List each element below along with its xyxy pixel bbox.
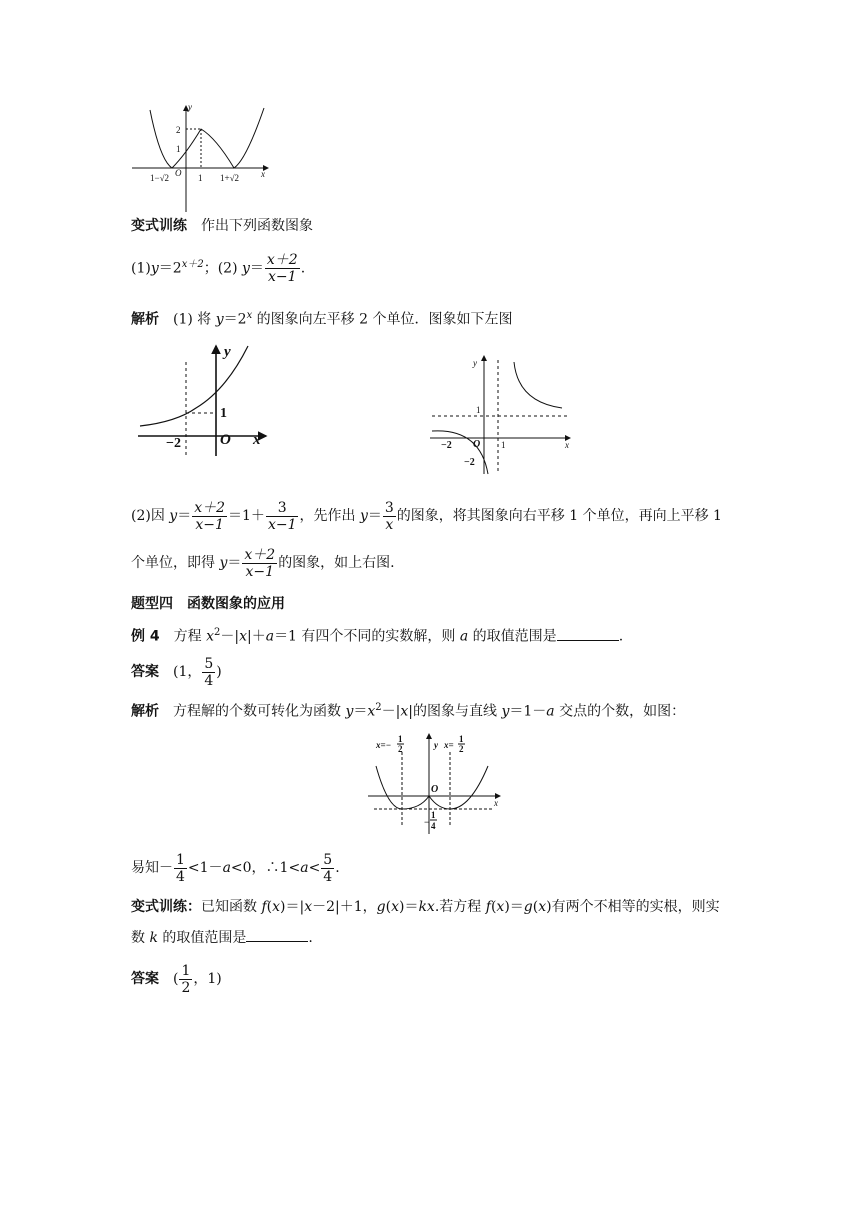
var-a: a: [222, 860, 231, 876]
left-root-label: 1−√2: [150, 173, 170, 183]
variant-label: 变式训练: [131, 218, 187, 234]
variant-2-line1: [131, 897, 720, 917]
graph-hyperbola: [428, 352, 578, 477]
text: 方程解的个数可转化为函数: [159, 703, 346, 720]
var-y: y: [241, 260, 250, 277]
var-y: y: [215, 311, 224, 328]
origin-label: O: [220, 432, 231, 448]
text: <: [308, 860, 321, 876]
denominator: x−1: [267, 516, 297, 533]
answer-blank: [557, 626, 619, 641]
text: ＝2: [223, 311, 247, 328]
text: ，先作出: [299, 508, 360, 524]
text: |的图象与直线: [408, 703, 502, 720]
origin-label: O: [473, 439, 481, 450]
graph-quadratic-abs: [128, 100, 278, 215]
text: (: [532, 899, 539, 915]
text: 的图象，如上右图.: [278, 555, 395, 571]
var-x: x: [304, 899, 313, 915]
denominator: 2: [181, 979, 191, 996]
text: 数: [131, 930, 150, 946]
text: (1) 将: [173, 311, 216, 328]
eq: ＝: [367, 508, 382, 524]
var-x: x: [538, 899, 547, 915]
fraction: [179, 963, 192, 996]
var-x: x: [496, 899, 505, 915]
var-a: a: [546, 703, 555, 720]
tick-neg2: −2: [166, 436, 181, 451]
answer-2: [131, 962, 222, 996]
exponent: 2: [375, 702, 382, 713]
exponent: x: [246, 310, 253, 321]
variant-text: 作出下列函数图象: [201, 218, 313, 234]
exponent: 2: [213, 627, 221, 638]
var-x: x: [206, 628, 214, 645]
text: 交点的个数，如图：: [554, 703, 686, 720]
minus-sign: −: [424, 817, 430, 827]
numerator: x＋2: [266, 252, 298, 268]
var-x: x: [400, 703, 409, 720]
eq: ＝: [227, 555, 242, 571]
text: 的图象向左平移 2 个单位．图象如下左图: [252, 311, 513, 328]
denominator: 4: [176, 868, 185, 885]
section-title: 题型四 函数图象的应用: [131, 596, 285, 612]
text: ): [216, 664, 222, 680]
exponent: x＋2: [181, 258, 204, 270]
example-label: 例 4: [131, 628, 160, 645]
var-x: x: [272, 899, 281, 915]
right-half-num: 1: [459, 734, 464, 744]
text: －|: [381, 703, 401, 720]
tick-y-1: 1: [476, 405, 481, 415]
numerator: 5: [323, 851, 333, 868]
numerator: 1: [181, 962, 191, 979]
tick-2: 2: [176, 125, 181, 135]
var-x: x: [239, 628, 247, 645]
variant-2-line2: [131, 927, 313, 948]
text: (: [490, 899, 497, 915]
text: ＝1－: [509, 703, 547, 720]
variant-heading: [131, 216, 313, 236]
denominator: 4: [204, 672, 214, 689]
fraction: [266, 500, 299, 533]
var-x: x: [367, 703, 376, 720]
numerator: 5: [204, 655, 214, 672]
text: (: [266, 899, 273, 915]
text: ＝1＋: [228, 508, 265, 524]
quarter-num: 1: [431, 810, 436, 820]
text: <1－: [187, 860, 223, 876]
numerator: 1: [176, 851, 185, 868]
numerator: x＋2: [194, 499, 226, 516]
text: (1，: [173, 664, 202, 680]
denominator: x: [385, 516, 394, 533]
text: )＝: [504, 899, 524, 915]
analysis-label: 解析: [131, 703, 159, 720]
var-a: a: [459, 628, 469, 645]
answer-1: [131, 655, 222, 689]
sep: ；(2): [203, 260, 242, 277]
text: )＝: [398, 899, 419, 915]
left-half-num: 1: [398, 734, 403, 744]
analysis-label: 解析: [131, 311, 159, 328]
text: 已知函数: [201, 899, 262, 915]
fraction: [192, 500, 227, 533]
right-asymptote-label: x=: [444, 740, 454, 750]
answer-label: 答案: [131, 664, 159, 680]
text: ，1): [193, 971, 222, 987]
answer-blank: [246, 927, 308, 942]
x-label: x: [253, 432, 261, 448]
tick-x-1: 1: [501, 440, 506, 450]
upper-branch: [514, 362, 562, 408]
x-label: x: [261, 169, 265, 179]
var-y: y: [219, 555, 228, 571]
var-f: f: [485, 899, 491, 915]
y-label: y: [188, 102, 192, 112]
text: 的取值范围是: [468, 628, 557, 645]
fraction: [321, 852, 334, 885]
text: )＝|: [280, 899, 305, 915]
period: .: [308, 930, 313, 946]
tick-y-neg2: −2: [464, 457, 475, 468]
fraction: [383, 500, 396, 533]
var-a: a: [265, 628, 275, 645]
y-label: y: [224, 344, 231, 360]
denominator: 4: [323, 868, 333, 885]
fraction: [202, 656, 215, 689]
right-root-label: 1+√2: [220, 173, 240, 183]
fraction: [265, 252, 300, 285]
var-f: f: [261, 899, 267, 915]
exercise-items: [131, 252, 305, 285]
lower-branch: [432, 431, 488, 474]
eq: ＝: [177, 508, 192, 524]
period: .: [335, 860, 340, 876]
numerator: 3: [266, 500, 299, 517]
var-g: g: [376, 899, 386, 915]
text: <0，∴1<: [230, 860, 301, 876]
exp-curve: [140, 346, 248, 426]
left-half-den: 2: [398, 744, 403, 754]
answer-label: 答案: [131, 971, 159, 987]
var-a: a: [300, 860, 309, 876]
text: 的图象，将其图象向右平移 1 个单位，再向上平移 1: [396, 508, 722, 524]
text: 方程: [159, 628, 207, 645]
text: －|: [220, 628, 240, 645]
item-1-num: (1): [131, 260, 151, 277]
text: (2)因: [131, 508, 170, 524]
analysis-3: [131, 698, 685, 722]
var-y: y: [345, 703, 354, 720]
var-y: y: [150, 260, 159, 277]
easy-to-know: [131, 851, 340, 885]
text: |＋: [246, 628, 266, 645]
numerator: 3: [384, 499, 394, 516]
right-half-den: 2: [459, 744, 464, 754]
text: 易知－: [131, 860, 173, 876]
curve: [150, 108, 264, 168]
analysis-2-line2: [131, 546, 395, 580]
analysis-2-line1: [131, 499, 722, 533]
denominator: x−1: [268, 269, 297, 285]
example-4: [131, 623, 623, 647]
denominator: x−1: [195, 516, 224, 533]
denominator: x−1: [245, 563, 275, 580]
tick-x-neg2: −2: [441, 440, 452, 451]
var-g: g: [523, 899, 533, 915]
text: )有两个不相等的实根，则实: [546, 899, 720, 915]
text: .若方程: [434, 899, 486, 915]
eq: ＝2: [158, 260, 182, 277]
origin-label: O: [431, 784, 439, 795]
text: －2|＋1，: [312, 899, 377, 915]
graph-x2-minus-absx: [364, 730, 504, 836]
text: 的取值范围是: [157, 930, 247, 946]
text: ＝: [353, 703, 368, 720]
analysis-1: [131, 306, 512, 330]
tick-1: 1: [176, 144, 181, 154]
left-asymptote-label: x=−: [376, 740, 392, 750]
eq: ＝: [249, 260, 264, 277]
origin-label: O: [175, 168, 182, 178]
text: 个单位，即得: [131, 555, 220, 571]
var-k: k: [149, 930, 158, 946]
var-kx: kx: [418, 899, 435, 915]
var-y: y: [169, 508, 178, 524]
y-label: y: [434, 740, 438, 750]
y-label: y: [473, 358, 477, 368]
x-label: x: [494, 798, 498, 808]
text: (: [385, 899, 392, 915]
var-x: x: [391, 899, 399, 915]
x-tick-1: 1: [198, 173, 203, 183]
x-label: x: [565, 440, 569, 450]
quarter-den: 4: [431, 821, 436, 831]
fraction: [242, 547, 277, 580]
var-y: y: [359, 508, 368, 524]
text: ＝1 有四个不同的实数解，则: [274, 628, 460, 645]
period: .: [300, 260, 306, 277]
period: .: [618, 628, 624, 645]
variant-label: 变式训练：: [131, 899, 201, 915]
fraction: [174, 852, 187, 885]
graph-exponential: [136, 340, 286, 460]
var-y: y: [501, 703, 510, 720]
tick-1: 1: [220, 406, 227, 421]
numerator: x＋2: [244, 546, 276, 563]
text: (: [173, 971, 179, 987]
